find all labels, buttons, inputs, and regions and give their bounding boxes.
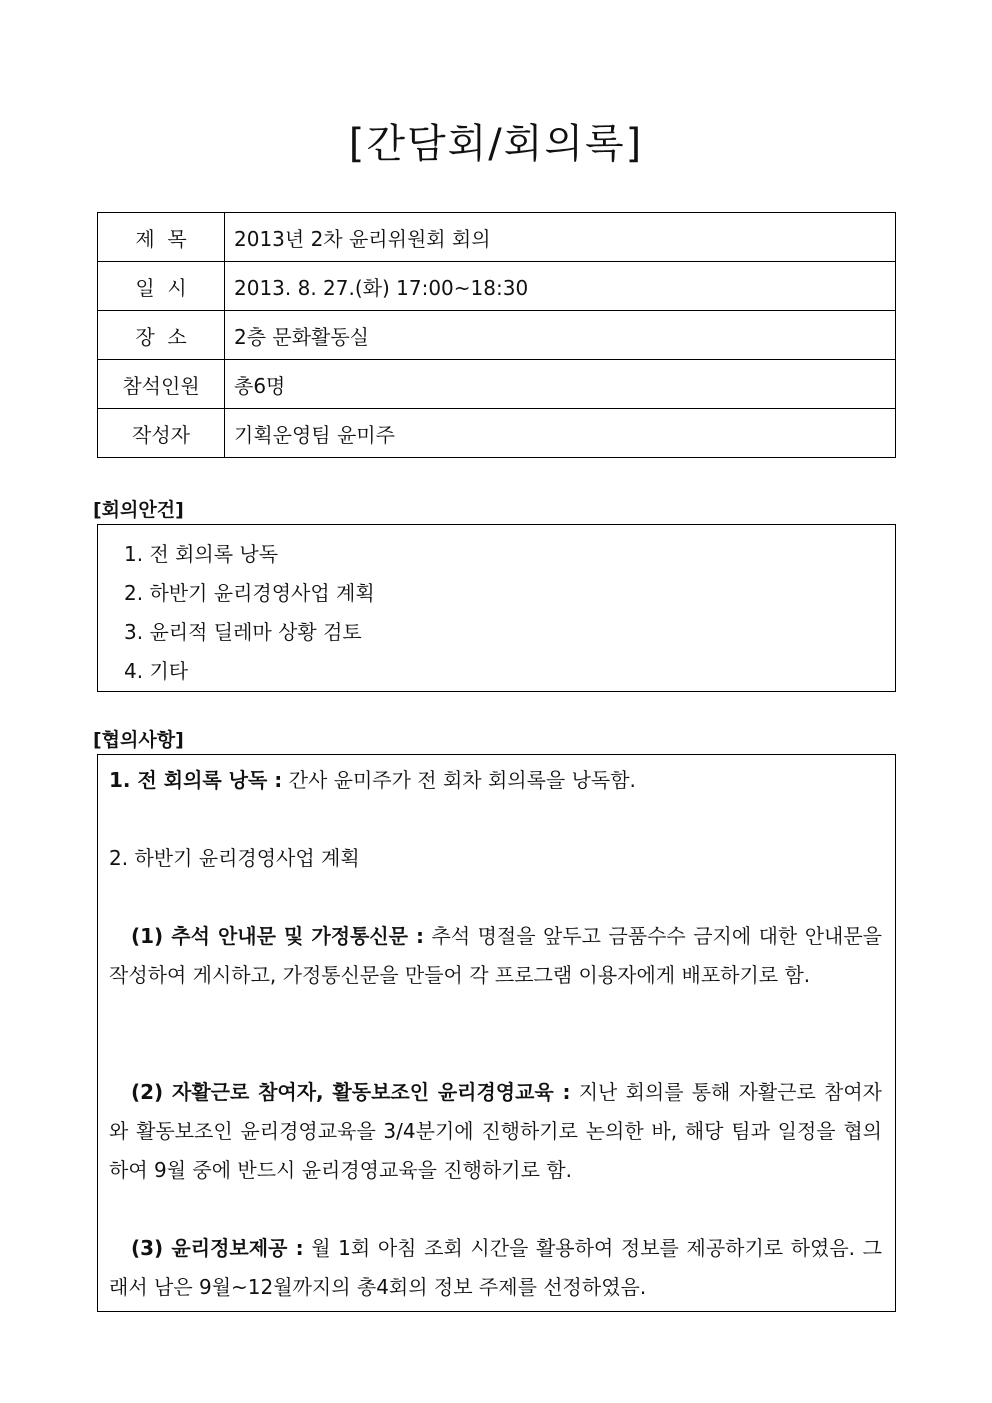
detail-sub-2-head: (2) 자활근로 참여자, 활동보조인 윤리경영교육 :: [131, 1080, 571, 1104]
detail-sub-1-head: (1) 추석 안내문 및 가정통신문 :: [131, 924, 425, 948]
info-row-attendees: [98, 360, 896, 409]
info-value: 2013. 8. 27.(화) 17:00~18:30: [225, 262, 896, 311]
info-value: 2층 문화활동실: [225, 311, 896, 360]
info-row-title: [98, 213, 896, 262]
detail-sub-3-head: (3) 윤리정보제공 :: [131, 1236, 304, 1260]
meeting-info-table: [97, 212, 896, 458]
details-heading: [협의사항]: [93, 729, 184, 751]
info-row-author: [98, 409, 896, 458]
detail-item-2-head: 2. 하반기 윤리경영사업 계획: [109, 846, 360, 870]
detail-sub-3: [109, 1229, 882, 1307]
agenda-heading: [회의안건]: [93, 499, 184, 521]
document-title: [간담회/회의록]: [348, 121, 644, 167]
info-value: 2013년 2차 윤리위원회 회의: [225, 213, 896, 262]
agenda-item: 3. 윤리적 딜레마 상황 검토: [124, 620, 362, 644]
detail-item-1-head: 1. 전 회의록 낭독 :: [109, 768, 283, 792]
info-value: 기획운영팀 윤미주: [225, 409, 896, 458]
info-label: 장 소: [98, 311, 225, 360]
agenda-item: 4. 기타: [124, 659, 189, 683]
info-value: 총6명: [225, 360, 896, 409]
detail-sub-2-body: 지난 회의를 통해 자활근로 참여자와 활동보조인 윤리경영교육을 3/4분기에 진행하기로 논의한 바, 해당 팀과 일정을 협의하여 9월 중에 반드시 윤리경영교육을 진행하기로 함.: [109, 1080, 882, 1182]
detail-sub-1: [109, 917, 882, 995]
detail-item-1: [109, 761, 636, 800]
agenda-box: [97, 524, 896, 692]
info-row-place: [98, 311, 896, 360]
details-box: [97, 754, 896, 1312]
detail-sub-1-body: 추석 명절을 앞두고 금품수수 금지에 대한 안내문을 작성하여 게시하고, 가정통신문을 만들어 각 프로그램 이용자에게 배포하기로 함.: [109, 924, 882, 987]
agenda-item: 1. 전 회의록 낭독: [124, 542, 279, 566]
info-label: 제 목: [98, 213, 225, 262]
detail-sub-2: [109, 1073, 882, 1190]
detail-item-1-body: 간사 윤미주가 전 회차 회의록을 낭독함.: [282, 768, 636, 792]
info-label: 작성자: [98, 409, 225, 458]
info-label: 참석인원: [98, 360, 225, 409]
detail-sub-3-body: 월 1회 아침 조회 시간을 활용하여 정보를 제공하기로 하였음. 그래서 남은 9월~12월까지의 총4회의 정보 주제를 선정하였음.: [109, 1236, 882, 1299]
info-label: 일 시: [98, 262, 225, 311]
agenda-item: 2. 하반기 윤리경영사업 계획: [124, 581, 375, 605]
info-row-datetime: [98, 262, 896, 311]
